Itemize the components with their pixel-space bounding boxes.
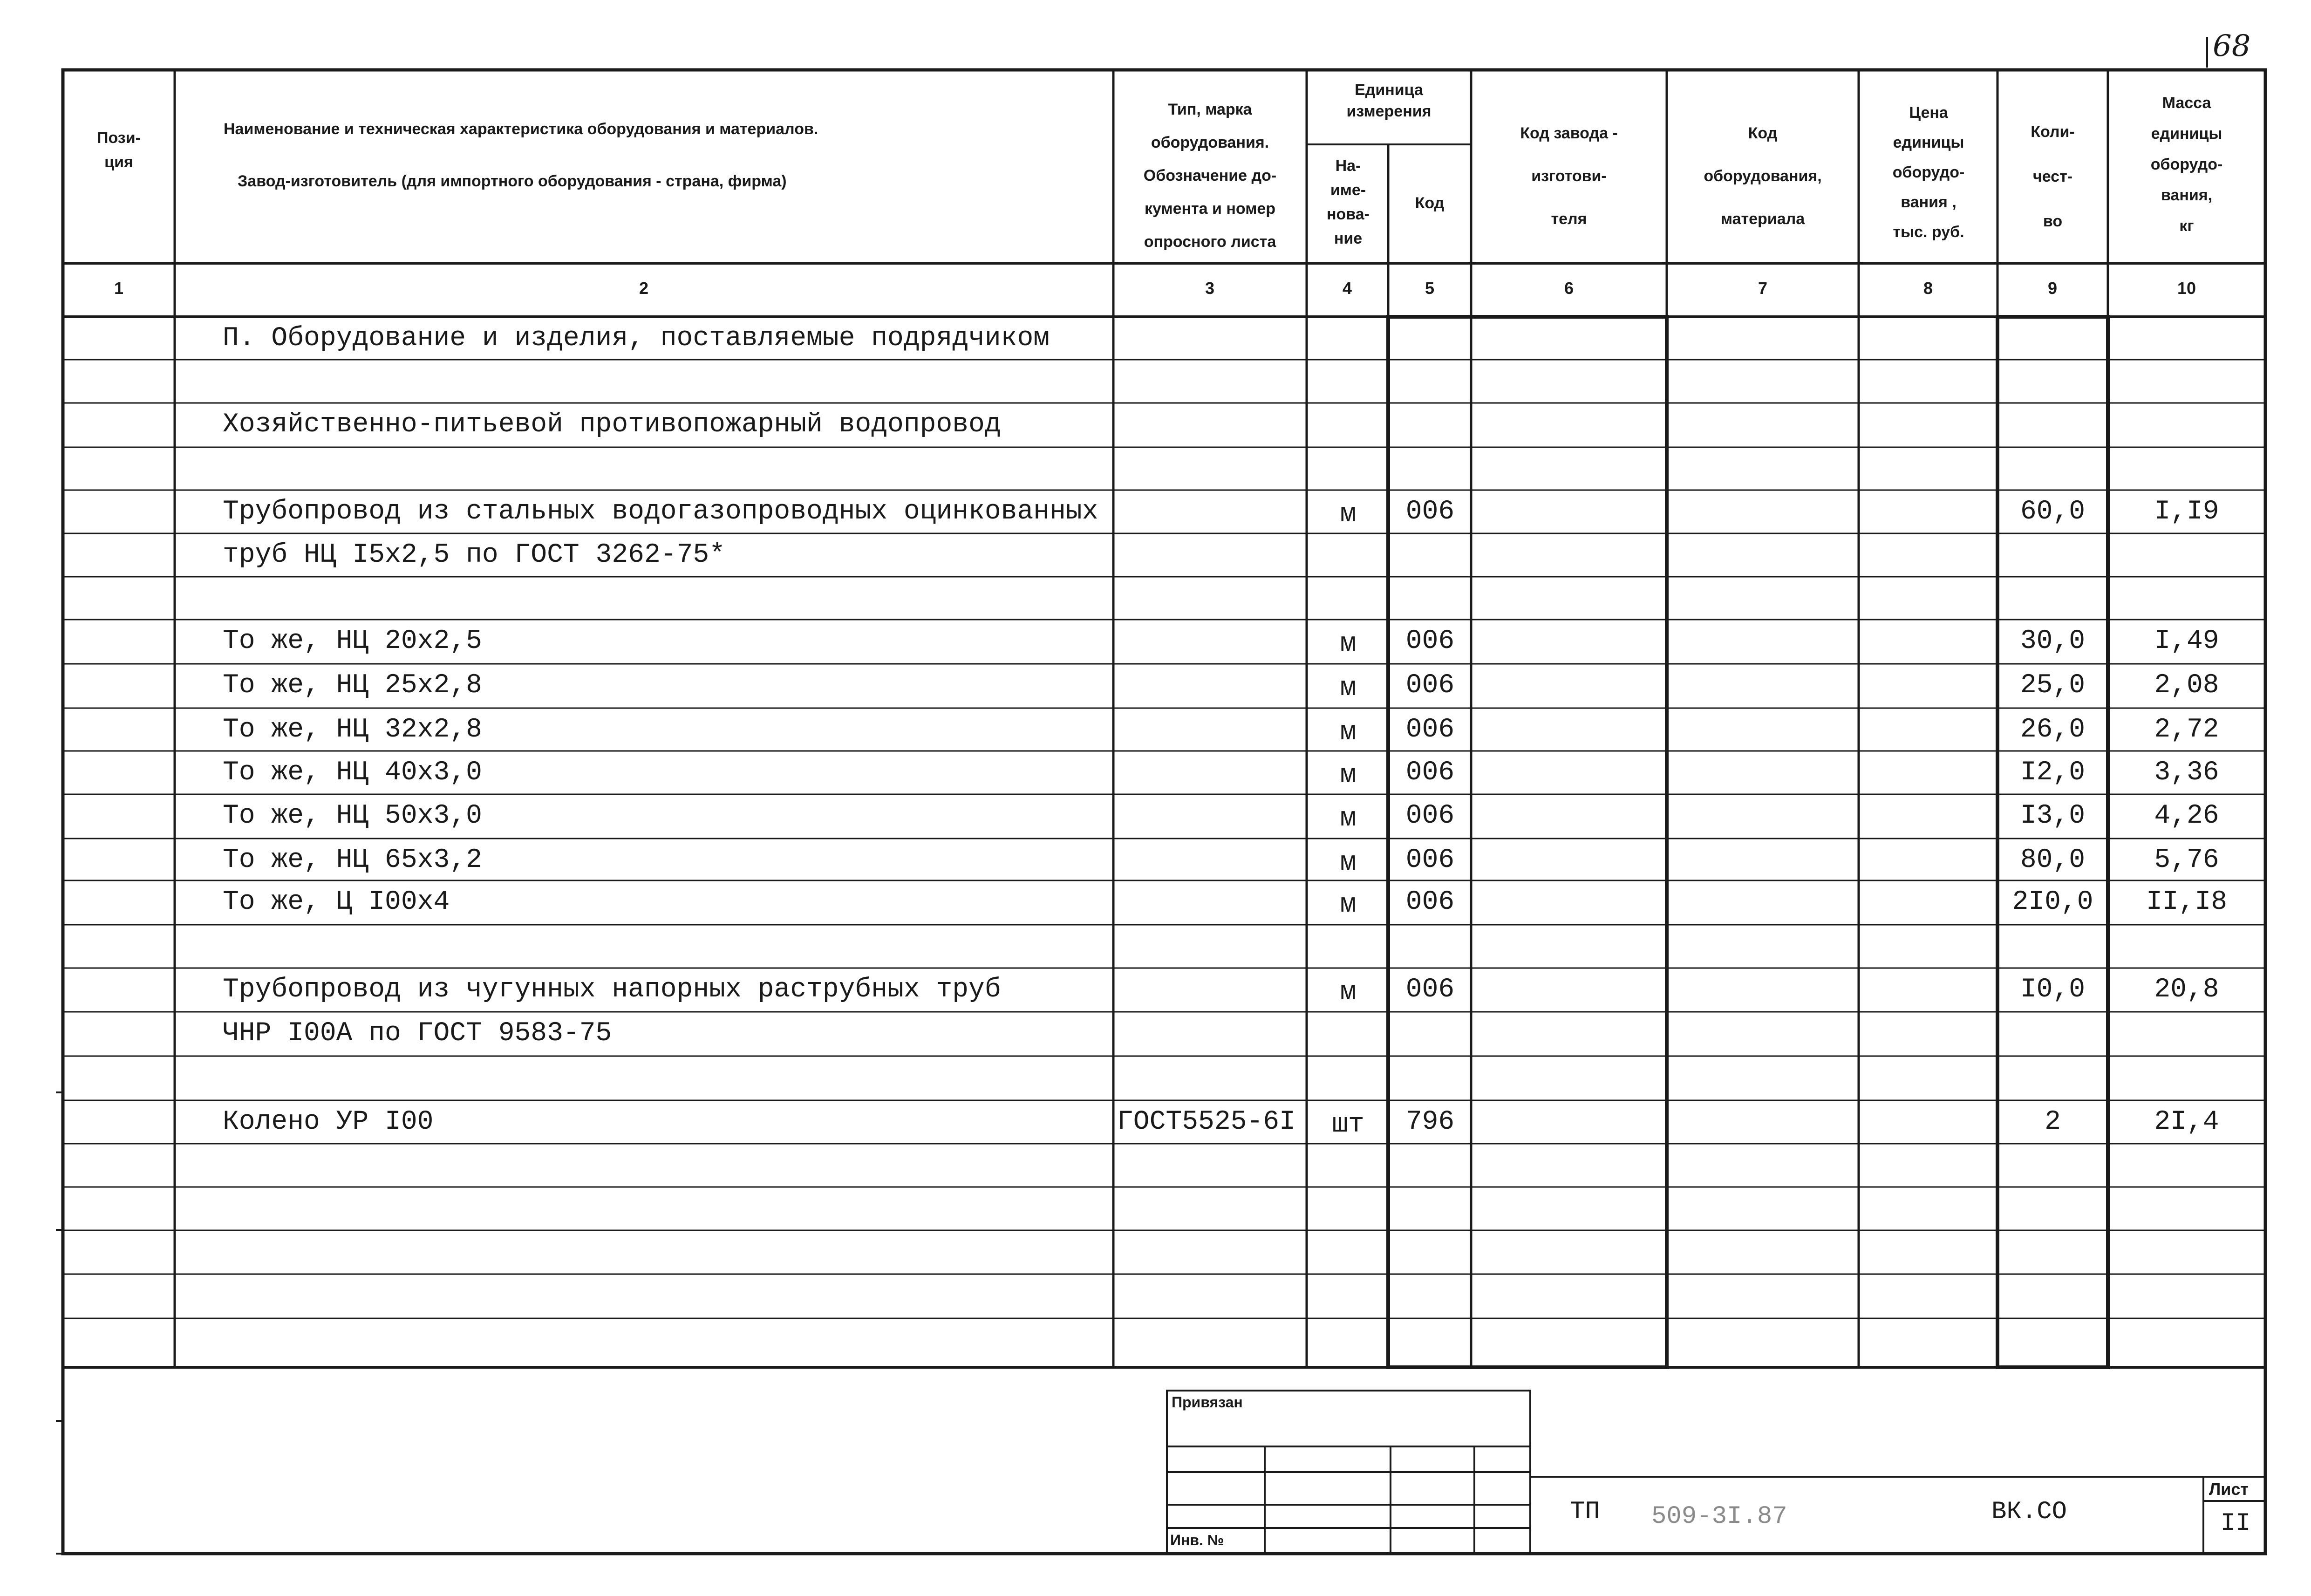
column-number-9: 9 bbox=[2047, 279, 2058, 298]
header-unit-code: Код bbox=[1415, 194, 1445, 212]
row-quantity: 60,0 bbox=[2020, 497, 2086, 527]
row-mass: I,49 bbox=[2154, 626, 2219, 656]
row-name: То же, НЦ 65x3,2 bbox=[223, 845, 482, 875]
row-unit-code: 006 bbox=[1405, 801, 1455, 831]
header-unit-group: Единица измерения bbox=[1346, 81, 1432, 120]
header-price: Цена единицы оборудо- вания , тыс. руб. bbox=[1892, 104, 1965, 241]
row-name: То же, НЦ 25x2,8 bbox=[223, 670, 482, 701]
header-unit-name: На- име- нова- ние bbox=[1327, 157, 1370, 247]
row-name: Колено УР I00 bbox=[223, 1107, 434, 1137]
row-unit-code: 006 bbox=[1405, 887, 1455, 917]
row-mass: 20,8 bbox=[2154, 975, 2219, 1005]
title-block-doc-code: ВК.СО bbox=[1991, 1498, 2067, 1526]
row-unit: м bbox=[1340, 673, 1357, 703]
stamp-inventory-label: Инв. № bbox=[1170, 1532, 1224, 1548]
row-quantity: 25,0 bbox=[2020, 670, 2086, 701]
header-quantity: Коли- чест- во bbox=[2031, 123, 2075, 230]
title-block-tp: ТП bbox=[1570, 1498, 1600, 1526]
page-number: 68 bbox=[2213, 29, 2251, 63]
row-name: Трубопровод из чугунных напорных раструбных труб bbox=[223, 975, 1001, 1005]
header-name-line2: Завод-изготовитель (для импортного оборудования - страна, фирма) bbox=[238, 172, 787, 190]
row-unit: шт bbox=[1332, 1110, 1364, 1140]
header-equipment-code: Код оборудования, материала bbox=[1704, 124, 1822, 228]
row-unit: м bbox=[1340, 717, 1357, 748]
row-name: То же, НЦ 40x3,0 bbox=[223, 757, 482, 788]
row-quantity: 2I0,0 bbox=[2012, 887, 2093, 917]
row-unit-code: 006 bbox=[1405, 497, 1455, 527]
column-number-10: 10 bbox=[2177, 279, 2196, 298]
row-name: труб НЦ I5x2,5 по ГОСТ 3262-75* bbox=[223, 540, 725, 570]
header-name-line1: Наименование и техническая характеристика оборудования и материалов. bbox=[224, 120, 818, 138]
column-number-1: 1 bbox=[114, 279, 124, 298]
row-unit: м bbox=[1340, 804, 1357, 834]
header-type-mark: Тип, марка оборудования. Обозначение до- кумента и номер опросного листа bbox=[1143, 101, 1277, 251]
column-number-7: 7 bbox=[1758, 279, 1768, 298]
header-position: Пози- ция bbox=[97, 129, 141, 171]
row-quantity: 2 bbox=[2045, 1107, 2061, 1137]
row-quantity: 30,0 bbox=[2020, 626, 2086, 656]
row-unit-code: 796 bbox=[1405, 1107, 1455, 1137]
row-unit: м bbox=[1340, 977, 1357, 1008]
row-unit-code: 006 bbox=[1405, 715, 1455, 745]
row-unit-code: 006 bbox=[1405, 757, 1455, 788]
row-document: ГОСТ5525-6I bbox=[1117, 1107, 1295, 1137]
title-block-sheet-number: II bbox=[2220, 1509, 2251, 1538]
row-unit-code: 006 bbox=[1405, 670, 1455, 701]
row-unit-code: 006 bbox=[1405, 845, 1455, 875]
row-mass: 2,72 bbox=[2154, 715, 2219, 745]
row-mass: 2I,4 bbox=[2154, 1107, 2219, 1137]
column-number-5: 5 bbox=[1425, 279, 1435, 298]
stamp-bound-label: Привязан bbox=[1172, 1394, 1243, 1411]
row-name: То же, НЦ 50x3,0 bbox=[223, 801, 482, 831]
row-mass: 4,26 bbox=[2154, 801, 2219, 831]
row-unit: м bbox=[1340, 890, 1357, 920]
row-mass: 3,36 bbox=[2154, 757, 2219, 788]
row-unit: м bbox=[1340, 848, 1357, 878]
row-name: То же, НЦ 32x2,8 bbox=[223, 715, 482, 745]
row-unit: м bbox=[1340, 499, 1357, 530]
column-number-2: 2 bbox=[639, 279, 649, 298]
row-quantity: I3,0 bbox=[2020, 801, 2086, 831]
header-factory-code: Код завода - изготови- теля bbox=[1520, 124, 1618, 228]
row-quantity: 26,0 bbox=[2020, 715, 2086, 745]
column-number-6: 6 bbox=[1564, 279, 1574, 298]
row-quantity: I0,0 bbox=[2020, 975, 2086, 1005]
title-block-project-number: 509-3I.87 bbox=[1651, 1502, 1787, 1531]
row-unit: м bbox=[1340, 629, 1357, 659]
row-quantity: 80,0 bbox=[2020, 845, 2086, 875]
column-number-8: 8 bbox=[1923, 279, 1933, 298]
row-mass: 2,08 bbox=[2154, 670, 2219, 701]
row-name: Трубопровод из стальных водогазопроводных оцинкованных bbox=[223, 497, 1098, 527]
row-quantity: I2,0 bbox=[2020, 757, 2086, 788]
row-name: То же, НЦ 20x2,5 bbox=[223, 626, 482, 656]
row-mass: I,I9 bbox=[2154, 497, 2219, 527]
column-number-4: 4 bbox=[1342, 279, 1352, 298]
column-number-3: 3 bbox=[1205, 279, 1215, 298]
row-mass: II,I8 bbox=[2146, 887, 2228, 917]
row-name: П. Оборудование и изделия, поставляемые подрядчиком bbox=[223, 323, 1050, 354]
row-name: Хозяйственно-питьевой противопожарный водопровод bbox=[223, 409, 1001, 440]
row-unit: м bbox=[1340, 760, 1357, 791]
row-unit-code: 006 bbox=[1405, 626, 1455, 656]
row-mass: 5,76 bbox=[2154, 845, 2219, 875]
row-name: ЧНР I00А по ГОСТ 9583-75 bbox=[223, 1018, 612, 1049]
title-block-sheet-label: Лист bbox=[2209, 1480, 2249, 1499]
header-mass: Масса единицы оборудо- вания, кг bbox=[2150, 94, 2223, 235]
row-unit-code: 006 bbox=[1405, 975, 1455, 1005]
row-name: То же, Ц I00x4 bbox=[223, 887, 450, 917]
